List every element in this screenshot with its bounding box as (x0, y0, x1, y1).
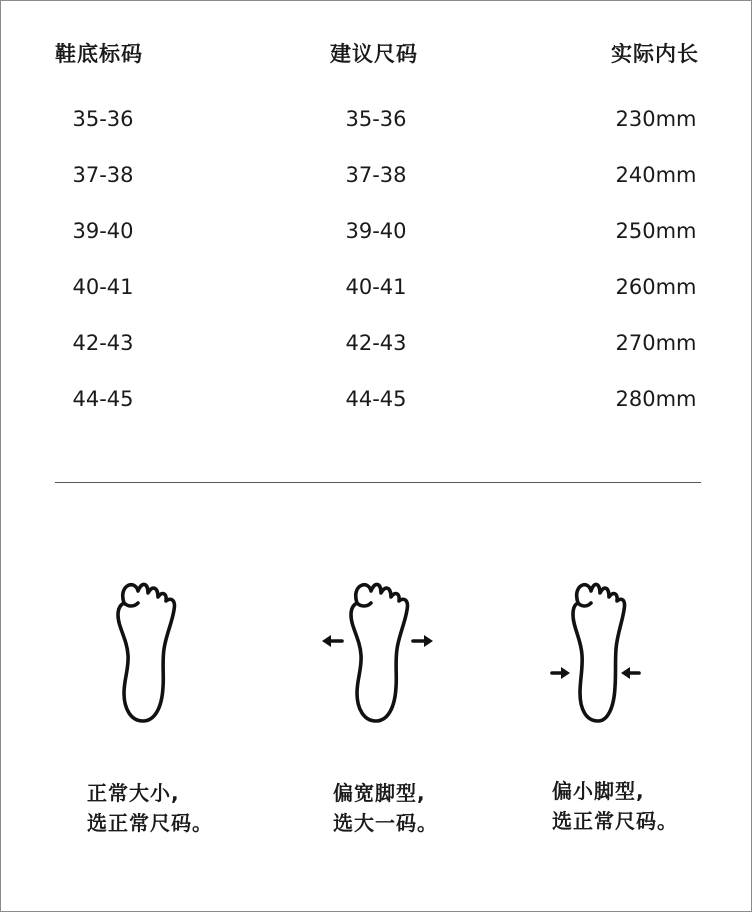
table-row (0, 275, 752, 305)
recommended-size-cell: 35-36 (345, 107, 407, 131)
recommended-size-cell: 44-45 (345, 387, 407, 411)
inner-length-cell: 250mm (615, 219, 697, 243)
table-row (0, 331, 752, 361)
foot-narrow-icon (548, 575, 643, 730)
header-inner-length: 实际内长 (611, 42, 699, 66)
sole-size-cell: 37-38 (72, 163, 134, 187)
table-row (0, 219, 752, 249)
fit-note-line2: 选正常尺码。 (87, 811, 213, 835)
foot-wide-icon (320, 575, 435, 730)
fit-note-line1: 偏小脚型, (552, 779, 645, 803)
inner-length-cell: 270mm (615, 331, 697, 355)
inner-length-cell: 230mm (615, 107, 697, 131)
inner-length-cell: 240mm (615, 163, 697, 187)
inner-length-cell: 260mm (615, 275, 697, 299)
sole-size-cell: 40-41 (72, 275, 134, 299)
header-recommended-size: 建议尺码 (330, 42, 418, 66)
recommended-size-cell: 39-40 (345, 219, 407, 243)
fit-note-line2: 选正常尺码。 (552, 809, 678, 833)
recommended-size-cell: 40-41 (345, 275, 407, 299)
sole-size-cell: 44-45 (72, 387, 134, 411)
fit-note-line1: 偏宽脚型, (333, 781, 426, 805)
recommended-size-cell: 42-43 (345, 331, 407, 355)
table-row (0, 387, 752, 417)
section-divider (55, 482, 701, 483)
fit-note-normal (87, 778, 213, 838)
recommended-size-cell: 37-38 (345, 163, 407, 187)
fit-note-wide (333, 778, 438, 838)
fit-note-line1: 正常大小, (87, 781, 180, 805)
sole-size-cell: 42-43 (72, 331, 134, 355)
inner-length-cell: 280mm (615, 387, 697, 411)
sole-size-cell: 35-36 (72, 107, 134, 131)
table-row (0, 107, 752, 137)
fit-note-narrow (552, 776, 678, 836)
header-sole-size: 鞋底标码 (55, 42, 143, 66)
fit-note-line2: 选大一码。 (333, 811, 438, 835)
fit-guide (0, 560, 752, 860)
foot-normal-icon (100, 575, 190, 725)
sole-size-cell: 39-40 (72, 219, 134, 243)
table-row (0, 163, 752, 193)
